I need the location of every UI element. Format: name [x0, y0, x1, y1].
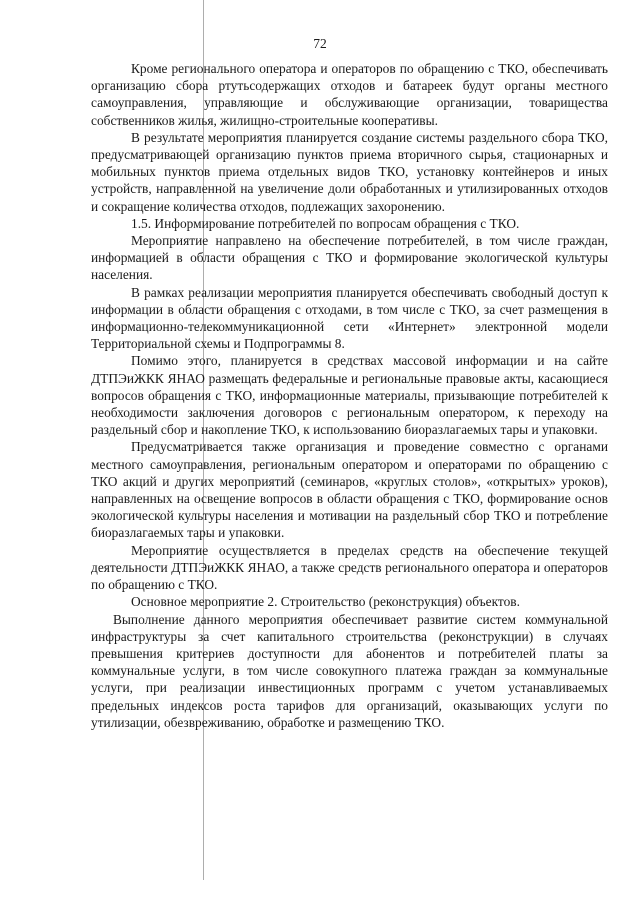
- section-heading: Основное мероприятие 2. Строительство (реконструкция) объектов.: [131, 594, 520, 610]
- paragraph: Мероприятие осуществляется в пределах средств на обеспечение текущей деятельности ДТПЭиЖКК ЯНАО, а также средств регионального оператора и операторов по обращению с ТКО.: [91, 542, 608, 593]
- paragraph: Кроме регионального оператора и операторов по обращению с ТКО, обеспечивать организацию сбора ртутьсодержащих отходов и батареек будут органы местного самоуправления, управляющие и обслуживающие организации, товарищества собственников жилья, жилищно-строительные кооперативы.: [91, 61, 608, 128]
- page-number: 72: [313, 36, 327, 51]
- paragraph: В результате мероприятия планируется создание системы раздельного сбора ТКО, предусматривающей организацию пунктов приема вторичного сырья, стационарных и мобильных пунктов приема отдельных видов ТКО, установку контейнеров и иных устройств, направленной на увеличение доли обработанных и утилизированных отходов и сокращение количества отходов, подлежащих захоронению.: [91, 129, 608, 214]
- paragraph: Предусматривается также организация и проведение совместно с органами местного самоуправления, региональным оператором и операторами по обращению с ТКО акций и других мероприятий (семинаров, «круглых столов», «открытых» уроков), направленных на освещение вопросов в области обращения с ТКО, формирование основ экологической культуры населения и мотивации на раздельный сбор ТКО и потребление биоразлагаемых тары и упаковки.: [91, 439, 608, 541]
- body-text: [91, 60, 608, 731]
- paragraph: В рамках реализации мероприятия планируется обеспечивать свободный доступ к информации в области обращения с отходами, в том числе с ТКО, за счет размещения в информационно-телекоммуникационной сети «Интернет» электронной модели Территориальной схемы и Подпрограммы 8.: [91, 284, 608, 352]
- paragraph: Выполнение данного мероприятия обеспечивает развитие систем коммунальной инфраструктуры за счет капитального строительства (реконструкции) в случаях превышения критериев доступности для абонентов и потребителей платы за коммунальные услуги, в том числе совокупного платежа граждан за коммунальные услуги, при реализации инвестиционных программ с учетом устанавливаемых предельных индексов роста тарифов для организаций, оказывающих услуги по утилизации, обезвреживанию, обработке и размещению ТКО.: [91, 611, 608, 730]
- section-heading: 1.5. Информирование потребителей по вопросам обращения с ТКО.: [131, 215, 520, 231]
- paragraph: Помимо этого, планируется в средствах массовой информации и на сайте ДТПЭиЖКК ЯНАО размещать федеральные и региональные правовые акты, касающиеся вопросов обращения с ТКО, информационные материалы, призывающие потребителей к необходимости заключения договоров с региональным оператором, к переходу на раздельный сбор и накопление ТКО, к использованию биоразлагаемых тары и упаковки.: [91, 353, 608, 438]
- paragraph: Мероприятие направлено на обеспечение потребителей, в том числе граждан, информацией в области обращения с ТКО и формирование экологической культуры населения.: [91, 233, 608, 283]
